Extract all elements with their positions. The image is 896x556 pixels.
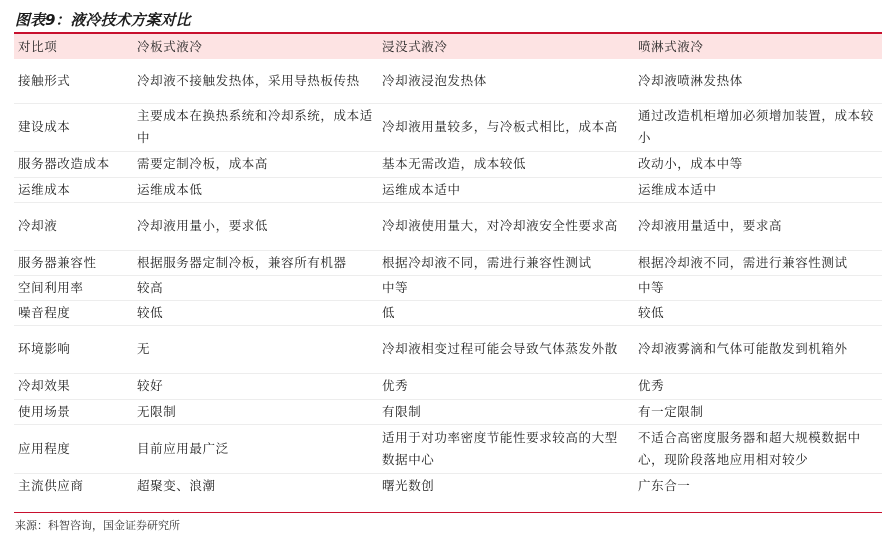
table-cell: 接触形式 <box>18 72 71 88</box>
table-cell: 应用程度 <box>18 440 71 456</box>
table-cell: 较低 <box>638 304 665 320</box>
table-cell: 较高 <box>137 279 164 295</box>
table-cell: 中等 <box>638 279 665 295</box>
table-cell: 冷却液雾滴和气体可能散发到机箱外 <box>638 341 848 356</box>
table-cell: 运维成本适中 <box>638 181 717 197</box>
table-cell: 服务器兼容性 <box>18 254 97 270</box>
table-cell: 有一定限制 <box>638 403 704 419</box>
header-cell-immersion: 浸没式液冷 <box>378 34 634 59</box>
table-cell: 目前应用最广泛 <box>137 440 229 456</box>
table-cell: 不适合高密度服务器和超大规模数据中心，现阶段落地应用相对较少 <box>638 429 861 467</box>
table-cell: 主流供应商 <box>18 478 84 494</box>
table-cell: 中等 <box>382 279 409 295</box>
table-row <box>14 473 882 499</box>
table-cell: 冷却液相变过程可能会导致气体蒸发外散 <box>382 341 618 356</box>
table-cell: 有限制 <box>382 403 422 419</box>
table-cell: 适用于对功率密度节能性要求较高的大型数据中心 <box>382 429 618 467</box>
table-row <box>14 424 882 473</box>
table-row <box>14 59 882 103</box>
bottom-rule <box>14 512 882 513</box>
table-cell: 服务器改造成本 <box>18 156 110 171</box>
table-cell: 冷却液使用量大，对冷却液安全性要求高 <box>382 218 618 233</box>
header-cell-spray: 喷淋式液冷 <box>634 34 882 59</box>
table-cell: 冷却液 <box>18 218 58 233</box>
source-note: 来源：科智咨询，国金证券研究所 <box>15 519 180 532</box>
table-cell: 冷却液喷淋发热体 <box>638 72 743 88</box>
table-cell: 运维成本适中 <box>382 181 461 197</box>
table-row <box>14 151 882 177</box>
table-cell: 需要定制冷板，成本高 <box>137 156 269 171</box>
table-cell: 冷却液用量较多，与冷板式相比，成本高 <box>382 119 618 134</box>
table-cell: 冷却效果 <box>18 378 71 393</box>
table-cell: 根据冷却液不同，需进行兼容性测试 <box>638 254 848 270</box>
table-cell: 改动小，成本中等 <box>638 156 743 171</box>
table-cell: 优秀 <box>638 378 665 393</box>
table-cell: 基本无需改造，成本较低 <box>382 156 527 171</box>
header-cell-cold-plate: 冷板式液冷 <box>133 34 378 59</box>
table-row <box>14 103 882 151</box>
table-cell: 无 <box>137 341 151 356</box>
table-row <box>14 373 882 399</box>
table-cell: 较好 <box>137 378 164 393</box>
table-cell: 低 <box>382 304 396 320</box>
table-cell: 通过改造机柜增加必须增加装置，成本较小 <box>638 108 874 145</box>
table-cell: 运维成本 <box>18 181 71 197</box>
table-row <box>14 202 882 250</box>
table-cell: 冷却液用量适中，要求高 <box>638 218 783 233</box>
table-cell: 广东合一 <box>638 478 691 494</box>
table-cell: 噪音程度 <box>18 304 71 320</box>
table-cell: 主要成本在换热系统和冷却系统，成本适中 <box>137 108 373 145</box>
table-cell: 空间利用率 <box>18 279 84 295</box>
table-cell: 优秀 <box>382 378 409 393</box>
table-cell: 曙光数创 <box>382 478 435 494</box>
table-cell: 环境影响 <box>18 341 71 356</box>
table-cell: 建设成本 <box>18 119 71 134</box>
table-row <box>14 275 882 300</box>
table-cell: 冷却液不接触发热体，采用导热板传热 <box>137 72 360 88</box>
comparison-table <box>14 34 882 499</box>
table-cell: 较低 <box>137 304 164 320</box>
header-cell-item: 对比项 <box>14 34 133 59</box>
table-row <box>14 177 882 202</box>
table-cell: 运维成本低 <box>137 181 203 197</box>
header-row <box>14 34 882 59</box>
table-cell: 无限制 <box>137 403 177 419</box>
table-row <box>14 325 882 373</box>
table-cell: 冷却液浸泡发热体 <box>382 72 487 88</box>
table-cell: 超聚变、浪潮 <box>137 478 216 494</box>
table-cell: 根据服务器定制冷板，兼容所有机器 <box>137 254 347 270</box>
figure-title: 图表9：液冷技术方案对比 <box>15 11 191 29</box>
table-cell: 使用场景 <box>18 403 71 419</box>
table-cell: 冷却液用量小，要求低 <box>137 218 269 233</box>
table-row <box>14 250 882 275</box>
table-cell: 根据冷却液不同，需进行兼容性测试 <box>382 254 592 270</box>
table-row <box>14 399 882 424</box>
table-row <box>14 300 882 325</box>
